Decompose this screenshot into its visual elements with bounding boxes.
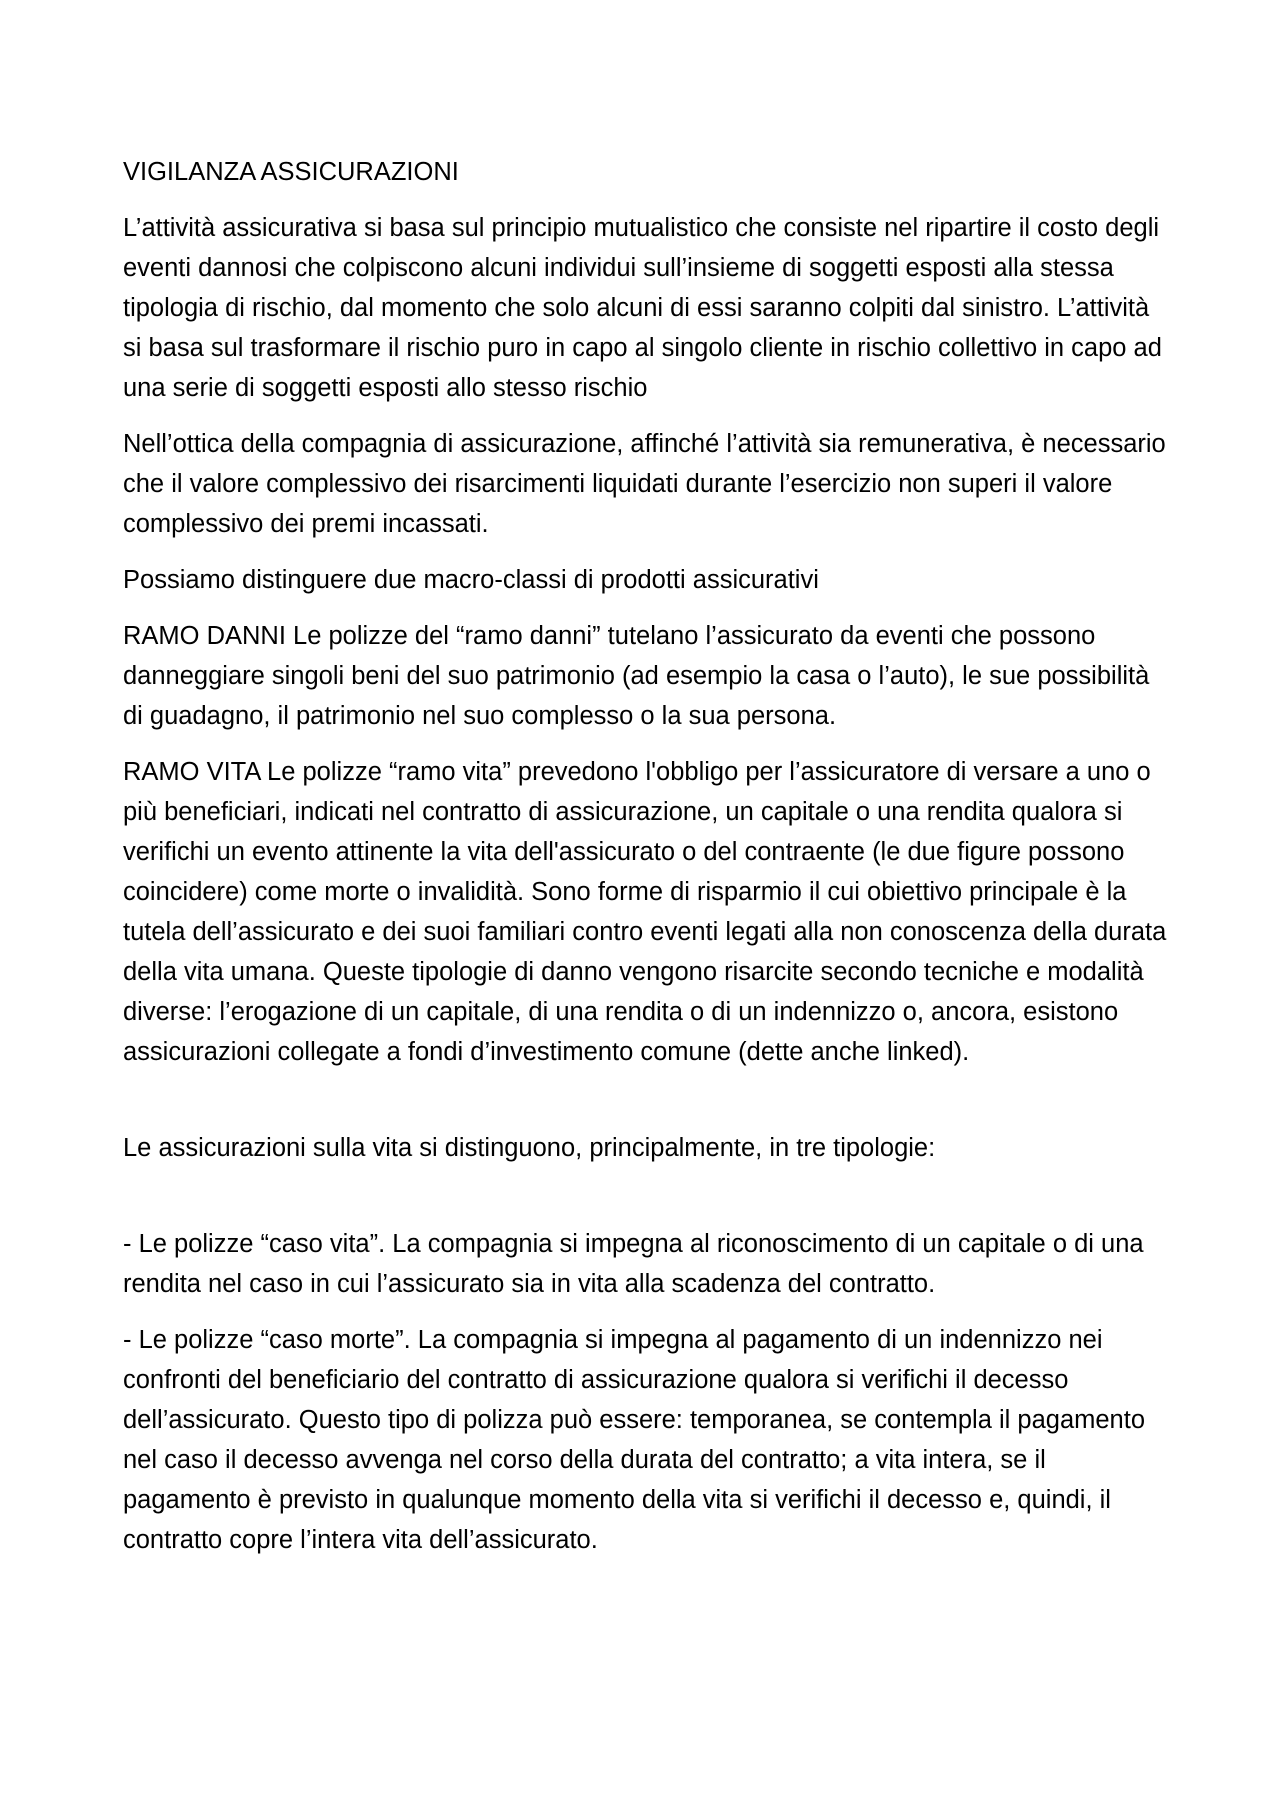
paragraph-macro-classes: Possiamo distinguere due macro-classi di prodotti assicurativi (123, 566, 819, 594)
paragraph-caso-morte: - Le polizze “caso morte”. La compagnia si impegna al pagamento di un indennizzo nei confronti del beneficiario del contratto di assicurazione qualora si verifichi il decesso dell’assicurato. Questo tipo di polizza può essere: temporanea, se contempla il pagamento nel caso il decesso avvenga nel corso della durata del contratto; a vita intera, se il pagamento è previsto in qualunque momento della vita si verifichi il decesso e, quindi, il contratto copre l’intera vita dell’assicurato. (123, 1326, 1146, 1554)
blank-line (123, 1088, 1173, 1128)
document-title: VIGILANZA ASSICURAZIONI (123, 158, 459, 186)
paragraph-life-types-intro: Le assicurazioni sulla vita si distinguono, principalmente, in tre tipologie: (123, 1134, 936, 1162)
blank-line (123, 1184, 1173, 1224)
paragraph-caso-vita: - Le polizze “caso vita”. La compagnia si impegna al riconoscimento di un capitale o di una rendita nel caso in cui l’assicurato sia in vita alla scadenza del contratto. (123, 1230, 1144, 1298)
paragraph-ramo-danni: RAMO DANNI Le polizze del “ramo danni” tutelano l’assicurato da eventi che possono danneggiare singoli beni del suo patrimonio (ad esempio la casa o l’auto), le sue possibilità di guadagno, il patrimonio nel suo complesso o la sua persona. (123, 622, 1150, 730)
paragraph-ramo-vita: RAMO VITA Le polizze “ramo vita” prevedono l'obbligo per l’assicuratore di versare a uno o più beneficiari, indicati nel contratto di assicurazione, un capitale o una rendita qualora si verifichi un evento attinente la vita dell'assicurato o del contraente (le due figure possono coincidere) come morte o invalidità. Sono forme di risparmio il cui obiettivo principale è la tutela dell’assicurato e dei suoi familiari contro eventi legati alla non conoscenza della durata della vita umana. Queste tipologie di danno vengono risarcite secondo tecniche e modalità diverse: l’erogazione di un capitale, di una rendita o di un indennizzo o, ancora, esistono assicurazioni collegate a fondi d’investimento comune (dette anche linked). (123, 758, 1167, 1066)
document-page (123, 152, 1173, 1576)
paragraph-remuneration: Nell’ottica della compagnia di assicurazione, affinché l’attività sia remunerativa, è necessario che il valore complessivo dei risarcimenti liquidati durante l’esercizio non superi il valore complessivo dei premi incassati. (123, 430, 1166, 538)
paragraph-mutual-principle: L’attività assicurativa si basa sul principio mutualistico che consiste nel ripartire il costo degli eventi dannosi che colpiscono alcuni individui sull’insieme di soggetti esposti alla stessa tipologia di rischio, dal momento che solo alcuni di essi saranno colpiti dal sinistro. L’attività si basa sul trasformare il rischio puro in capo al singolo cliente in rischio collettivo in capo ad una serie di soggetti esposti allo stesso rischio (123, 214, 1162, 402)
